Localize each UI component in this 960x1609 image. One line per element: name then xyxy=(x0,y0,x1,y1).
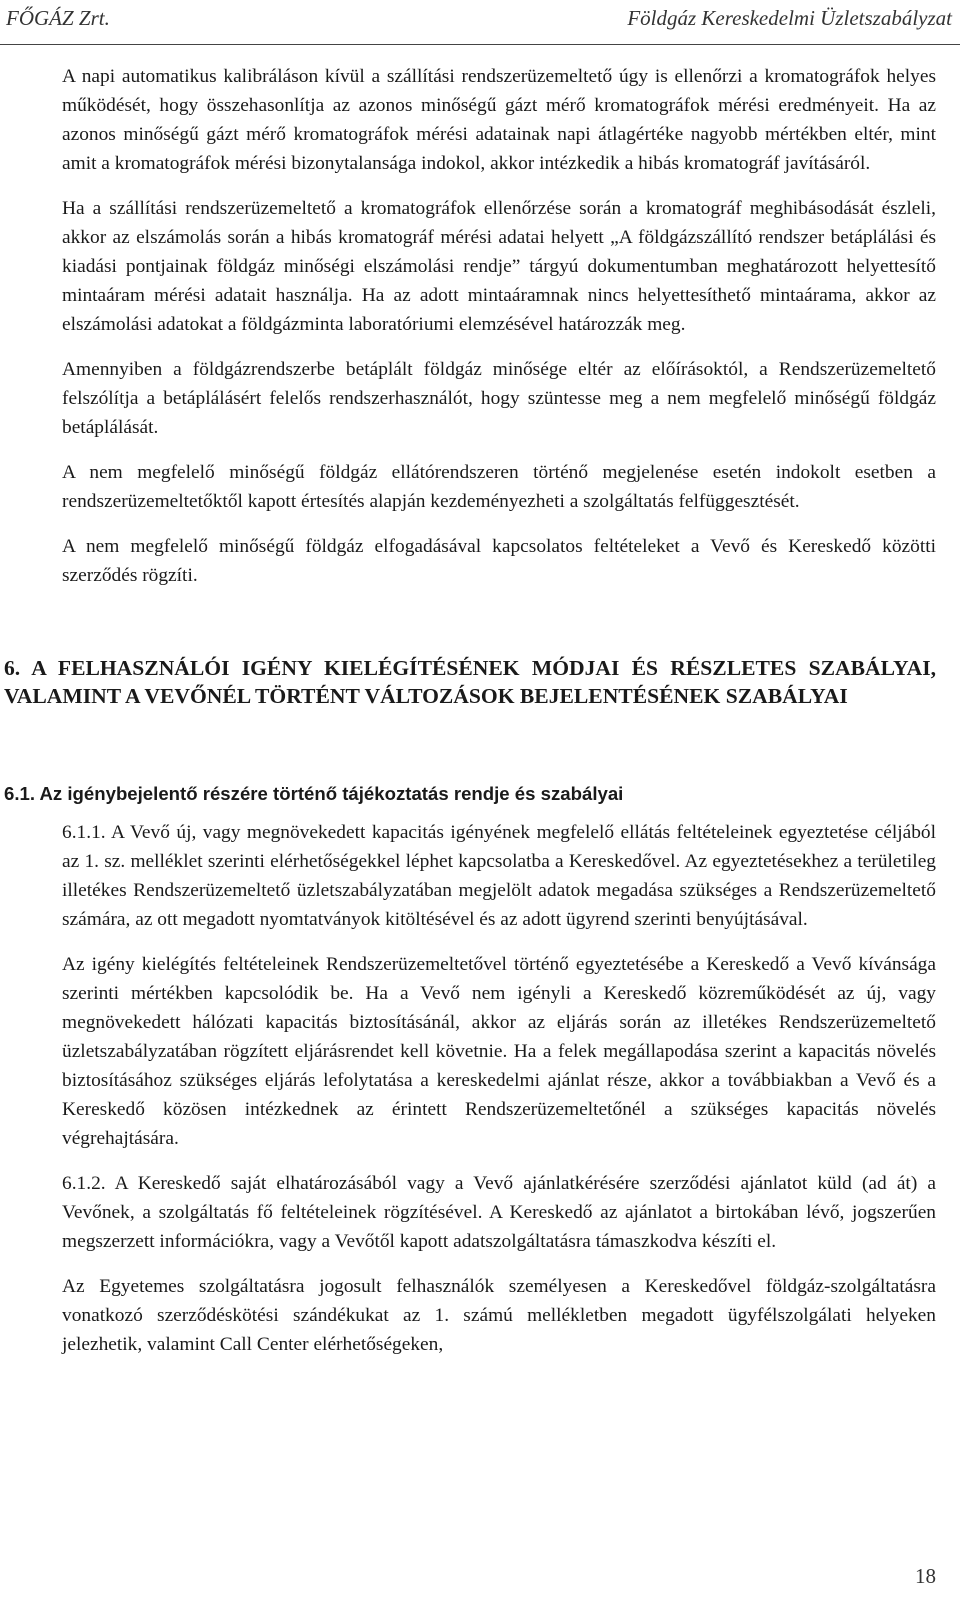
company-name: FŐGÁZ Zrt. xyxy=(6,6,110,30)
paragraph: A nem megfelelő minőségű földgáz elfogadásával kapcsolatos feltételeket a Vevő és Kereskedő közötti szerződés rögzíti. xyxy=(62,536,936,586)
paragraph: 6.1.1. A Vevő új, vagy megnövekedett kapacitás igényének megfelelő ellátás feltételeinek egyeztetése céljából az 1. sz. melléklet szerinti elérhetőségekkel léphet kapcsolatba a Kereskedővel. Az egyeztetésekhez a területileg illetékes Rendszerüzemeltető üzletszabályzatában megjelölt adatok megadása szükséges a Rendszerüzemeltető számára, az ott megadott nyomtatványok kitöltésével és az adott ügyrend szerinti benyújtásával. xyxy=(62,822,936,930)
paragraph: Ha a szállítási rendszerüzemeltető a kromatográfok ellenőrzése során a kromatográf meghibásodását észleli, akkor az elszámolás során a hibás kromatográf mérési adatai helyett „A földgázszállító rendszer betáplálási és kiadási pontjainak földgáz minőségi elszámolási rendje” tárgyú dokumentumban meghatározott helyettesítő mintaáram mérési adatait használja. Ha az adott mintaáramnak nincs helyettesíthető mintaárama, akkor az elszámolási adatokat a földgázminta laboratóriumi elemzésével határozzák meg. xyxy=(62,198,936,335)
page-number: 18 xyxy=(915,1564,936,1588)
page-content xyxy=(4,62,936,1359)
paragraph: Amennyiben a földgázrendszerbe betáplált földgáz minősége eltér az előírásoktól, a Rendszerüzemeltető felszólítja a betáplálásért felelős rendszerhasználót, hogy szüntesse meg a nem megfelelő minőségű földgáz betáplálását. xyxy=(62,359,936,438)
subsection-heading: 6.1. Az igénybejelentő részére történő tájékoztatás rendje és szabályai xyxy=(4,783,624,804)
paragraph: A nem megfelelő minőségű földgáz ellátórendszeren történő megjelenése esetén indokolt esetben a rendszerüzemeltetőktől kapott értesítés alapján kezdeményezheti a szolgáltatás felfüggesztését. xyxy=(62,462,936,512)
document-title: Földgáz Kereskedelmi Üzletszabályzat xyxy=(627,6,952,30)
paragraph: A napi automatikus kalibráláson kívül a szállítási rendszerüzemeltető úgy is ellenőrzi a kromatográfok helyes működését, hogy összehasonlítja az azonos minőségű gázt mérő kromatográfok mérési eredményeit. Ha az azonos minőségű gázt mérő kromatográfok mérési adatainak napi átlagértéke nagyobb mértékben eltér, mint amit a kromatográfok mérési bizonytalansága indokol, akkor intézkedik a hibás kromatográf javításáról. xyxy=(62,66,936,174)
paragraph: Az Egyetemes szolgáltatásra jogosult felhasználók személyesen a Kereskedővel földgáz-szolgáltatásra vonatkozó szerződéskötési szándékukat az 1. számú mellékletben megadott ügyfélszolgálati helyeken jelezhetik, valamint Call Center elérhetőségeken, xyxy=(62,1276,936,1355)
page-header xyxy=(0,4,960,45)
paragraph: Az igény kielégítés feltételeinek Rendszerüzemeltetővel történő egyeztetésébe a Kereskedő a Vevő kívánsága szerinti mértékben kapcsolódik be. Ha a Vevő nem igényli a Kereskedő közreműködését az új, vagy megnövekedett hálózati kapacitás biztosításánál, akkor az eljárás során az illetékes Rendszerüzemeltető üzletszabályzatában rögzített eljárásrendet kell követnie. Ha a felek megállapodása szerint a kapacitás növelés biztosításához szükséges eljárás lefolytatása a kereskedelmi ajánlat része, akkor a továbbiakban a Vevő és a Kereskedő közösen intézkednek az érintett Rendszerüzemeltetőnél a szükséges kapacitás növelés végrehajtására. xyxy=(62,954,936,1149)
section-heading: 6. A FELHASZNÁLÓI IGÉNY KIELÉGÍTÉSÉNEK MÓDJAI ÉS RÉSZLETES SZABÁLYAI, VALAMINT A VEVŐNÉL TÖRTÉNT VÁLTOZÁSOK BEJELENTÉSÉNEK SZABÁLYAI xyxy=(4,656,936,708)
paragraph: 6.1.2. A Kereskedő saját elhatározásából vagy a Vevő ajánlatkérésére szerződési ajánlatot küld (ad át) a Vevőnek, a szolgáltatás fő feltételeinek rögzítésével. A Kereskedő az ajánlatot a birtokában lévő, jogszerűen megszerzett információkra, vagy a Vevőtől kapott adatszolgáltatásra támaszkodva készíti el. xyxy=(62,1173,936,1252)
